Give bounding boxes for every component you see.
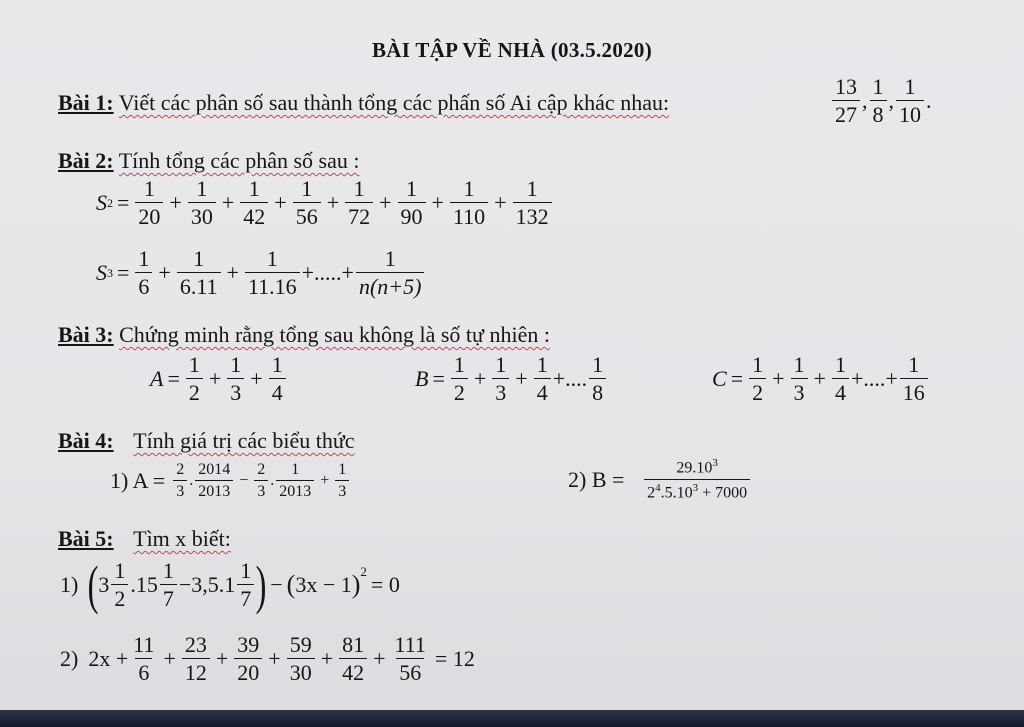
denominator: 3 [492, 378, 509, 404]
denominator: 72 [345, 202, 373, 228]
bai5-expression-2: 2) 2x + $\frac{11}{6}$ + $\frac{23}{12}$ + $\frac{39}{20}$ + $\frac{59}{30}$ + $\frac{81}{42}$ + $\frac{111}{56}$ = 12 [60, 632, 475, 685]
numerator: 1 [271, 352, 283, 377]
operator: = [432, 366, 445, 391]
operator: + [431, 190, 444, 215]
denominator: 56 [293, 202, 321, 228]
denominator: 20 [135, 202, 163, 228]
numerator: 1 [406, 176, 418, 201]
denominator: 7 [160, 584, 177, 610]
bai3-A-expression: A = $\frac{1}{2}$ + $\frac{1}{3}$ + $\frac{1}{4}$ [150, 354, 288, 404]
bai4-text: Tính giá trị các biểu thức [133, 428, 355, 453]
numerator: 1 [248, 176, 260, 201]
C-frac [832, 354, 849, 404]
denominator: 4 [534, 378, 551, 404]
fraction [237, 560, 254, 610]
operator: = 0 [370, 572, 400, 597]
operator: + [250, 366, 263, 391]
bai4-label: Bài 4: [58, 428, 114, 453]
fraction [335, 462, 349, 500]
operator: = [167, 366, 180, 391]
bai1-label: Bài 1: [58, 90, 114, 115]
A-frac [186, 354, 203, 404]
B-frac [534, 354, 551, 404]
denominator: $2^4.5.10^3 + 7000$ [644, 479, 750, 501]
script: 4 [655, 482, 661, 495]
fraction [287, 634, 315, 684]
s2-frac [135, 178, 163, 228]
s3-frac-last [356, 248, 425, 298]
operator: + [379, 190, 392, 215]
bai4-expression-2: 2) B = $\frac{29.10^3}{2^4.5.10^3 + 7000}$ [568, 458, 760, 502]
parenthesis: ) [255, 555, 267, 615]
denominator: 2 [186, 378, 203, 404]
B-frac-last [589, 354, 606, 404]
bai3-line [58, 324, 550, 346]
operator: + [226, 260, 239, 285]
fraction [234, 634, 262, 684]
operator: + [813, 366, 826, 391]
denominator: 3 [227, 378, 244, 404]
bai2-s3-expression [96, 248, 426, 298]
s3-name: S [96, 260, 107, 285]
C-frac [791, 354, 808, 404]
s2-name: S [96, 190, 107, 215]
parenthesis: ( [87, 555, 99, 615]
script: 3 [692, 482, 699, 495]
C-frac-last [900, 354, 928, 404]
s2-frac [513, 178, 552, 228]
denominator: 3 [791, 378, 808, 404]
denominator: 90 [398, 202, 426, 228]
denominator: 30 [287, 658, 315, 684]
bai5-label: Bài 5: [58, 526, 114, 551]
numerator: 59 [289, 632, 312, 657]
denominator: 8 [589, 378, 606, 404]
fraction [130, 634, 157, 684]
numerator: 23 [184, 632, 207, 657]
s3-frac [135, 248, 152, 298]
B-frac [451, 354, 468, 404]
numerator: 1 [291, 461, 300, 478]
operator: − [239, 472, 249, 489]
s2-frac [345, 178, 373, 228]
numerator: 81 [342, 632, 365, 657]
operator: + [326, 190, 340, 215]
s2-frac [293, 178, 321, 228]
fraction [195, 462, 233, 500]
operator: + [268, 646, 281, 671]
denominator: 6.11 [177, 272, 221, 298]
fraction [182, 634, 210, 684]
numerator: 1 [138, 246, 150, 271]
denominator: 2 [451, 378, 468, 404]
denominator: 132 [513, 202, 552, 228]
fraction [160, 560, 177, 610]
bai1-frac-2 [870, 76, 887, 126]
bai3-C-expression: C = $\frac{1}{2}$ + $\frac{1}{3}$ + $\frac{1}{4}$ +....+ $\frac{1}{16}$ [712, 354, 930, 404]
operator: − [270, 572, 283, 597]
denominator: 6 [135, 272, 152, 298]
operator: + [320, 646, 334, 671]
bai1-text: Viết các phân số sau thành tổng các phấn số Ai cập khác nhau: [118, 90, 670, 115]
numerator: 1 [495, 352, 507, 377]
operator: + [221, 190, 235, 215]
denominator: 110 [450, 202, 488, 228]
bai4-expression-1: 1) A = $\frac{2}{3}$ . $\frac{2014}{2013}$ − $\frac{2}{3}$ . $\frac{1}{2013}$ + $\frac{1}{3}$ [110, 462, 351, 500]
numerator: 1 [188, 352, 200, 377]
fraction [392, 634, 429, 684]
operator: + [208, 366, 222, 391]
numerator: 1 [592, 352, 604, 377]
denominator: 8 [870, 100, 887, 126]
numerator: 111 [394, 632, 426, 657]
denominator: 2013 [195, 480, 233, 500]
numerator: 1 [162, 558, 174, 583]
s2-frac [398, 178, 426, 228]
denominator: 7 [237, 584, 254, 610]
denominator: 42 [240, 202, 268, 228]
numerator: 1 [384, 246, 396, 271]
denominator: 16 [900, 378, 928, 404]
C-frac [749, 354, 766, 404]
numerator: 29.10$^3$ [676, 457, 718, 477]
numerator: 1 [193, 246, 205, 271]
operator: + [373, 646, 386, 671]
bai2-text: Tính tổng các phân số sau : [118, 148, 360, 173]
numerator: 1 [240, 558, 252, 583]
operator: + [169, 190, 182, 215]
denominator: 10 [896, 100, 924, 126]
bai3-B-expression: B = $\frac{1}{2}$ + $\frac{1}{3}$ + $\frac{1}{4}$ +.... $\frac{1}{8}$ [415, 354, 608, 404]
bai1-line [58, 92, 669, 114]
numerator: 1 [834, 352, 846, 377]
s3-frac [245, 248, 300, 298]
operator: = [117, 260, 130, 285]
numerator: 1 [536, 352, 548, 377]
denominator: 2 [111, 584, 128, 610]
denominator: 3 [173, 480, 187, 500]
numerator: 2 [257, 461, 266, 478]
s3-ellipsis: +.....+ [301, 260, 354, 285]
bai1-frac-1 [832, 76, 860, 126]
bai3-text: Chứng minh rằng tổng sau không là số tự nhiên : [119, 322, 550, 347]
numerator: 11 [133, 632, 155, 657]
s2-frac [188, 178, 216, 228]
A-frac [269, 354, 286, 404]
denominator: 3 [335, 480, 349, 500]
numerator: 39 [237, 632, 260, 657]
script: 3 [712, 457, 718, 469]
s2-frac [240, 178, 268, 228]
bai3-label: Bài 3: [58, 322, 114, 347]
denominator: 4 [269, 378, 286, 404]
numerator: 1 [353, 176, 365, 201]
operator: + [163, 646, 176, 671]
denominator: 3 [254, 480, 268, 500]
B-frac [492, 354, 509, 404]
script: 3 [107, 265, 113, 280]
denominator: 2 [749, 378, 766, 404]
s3-frac [177, 248, 221, 298]
numerator: 1 [752, 352, 764, 377]
fraction [339, 634, 367, 684]
denominator: 6 [135, 658, 152, 684]
denominator: 12 [182, 658, 210, 684]
denominator: 4 [832, 378, 849, 404]
denominator: 56 [396, 658, 424, 684]
operator: = 12 [434, 646, 475, 671]
s2-frac [450, 178, 488, 228]
bai1-fractions: $\frac{13}{27}$ , $\frac{1}{8}$ , $\frac{1}{10}$ . [830, 76, 932, 126]
bai2-s2-expression [96, 178, 554, 228]
operator: + [772, 366, 785, 391]
numerator: 1 [793, 352, 805, 377]
numerator: 1 [904, 74, 916, 99]
operator: = [117, 190, 130, 215]
numerator: 13 [835, 74, 857, 99]
bai1-frac-3 [896, 76, 924, 126]
script: 2 [107, 195, 113, 210]
numerator: 2014 [198, 461, 231, 478]
numerator: 1 [301, 176, 313, 201]
bai2-line [58, 150, 359, 172]
page-title: BÀI TẬP VỀ NHÀ (03.5.2020) [371, 38, 653, 62]
fraction [173, 462, 187, 500]
numerator: 1 [526, 176, 538, 201]
fraction [636, 458, 758, 502]
operator: + [494, 190, 507, 215]
script: 2 [360, 564, 367, 579]
numerator: 1 [114, 558, 126, 583]
operator: + [274, 190, 287, 215]
numerator: 1 [230, 352, 242, 377]
bai4-line [58, 430, 355, 452]
operator: + [515, 366, 528, 391]
A-frac [227, 354, 244, 404]
numerator: 1 [143, 176, 155, 201]
denominator: 11.16 [245, 272, 300, 298]
numerator: 1 [872, 74, 884, 99]
operator: + [158, 260, 171, 285]
operator: = [730, 366, 744, 391]
operator: + [473, 366, 487, 391]
bai2-label: Bài 2: [58, 148, 114, 173]
operator: + [215, 646, 229, 671]
denominator: n(n+5) [356, 272, 425, 298]
monitor-bezel [0, 710, 1024, 727]
numerator: 1 [196, 176, 208, 201]
denominator: 20 [234, 658, 262, 684]
bai5-expression-1: 1) ( 3 $\frac{1}{2}$ .15 $\frac{1}{7}$ −3,5.1 $\frac{1}{7}$ ) − ( 3x − 1 ) $^2$ = 0 [60, 555, 400, 615]
operator: + [320, 472, 330, 489]
bai5-line [58, 528, 231, 550]
denominator: 27 [832, 100, 860, 126]
fraction [276, 462, 314, 500]
numerator: 1 [266, 246, 278, 271]
fraction [254, 462, 268, 500]
bai5-text: Tìm x biết: [133, 526, 231, 551]
numerator: 1 [338, 461, 347, 478]
denominator: 2013 [276, 480, 314, 500]
numerator: 1 [453, 352, 465, 377]
numerator: 2 [176, 461, 185, 478]
denominator: 42 [339, 658, 367, 684]
fraction [111, 560, 128, 610]
numerator: 1 [908, 352, 920, 377]
numerator: 1 [463, 176, 475, 201]
denominator: 30 [188, 202, 216, 228]
